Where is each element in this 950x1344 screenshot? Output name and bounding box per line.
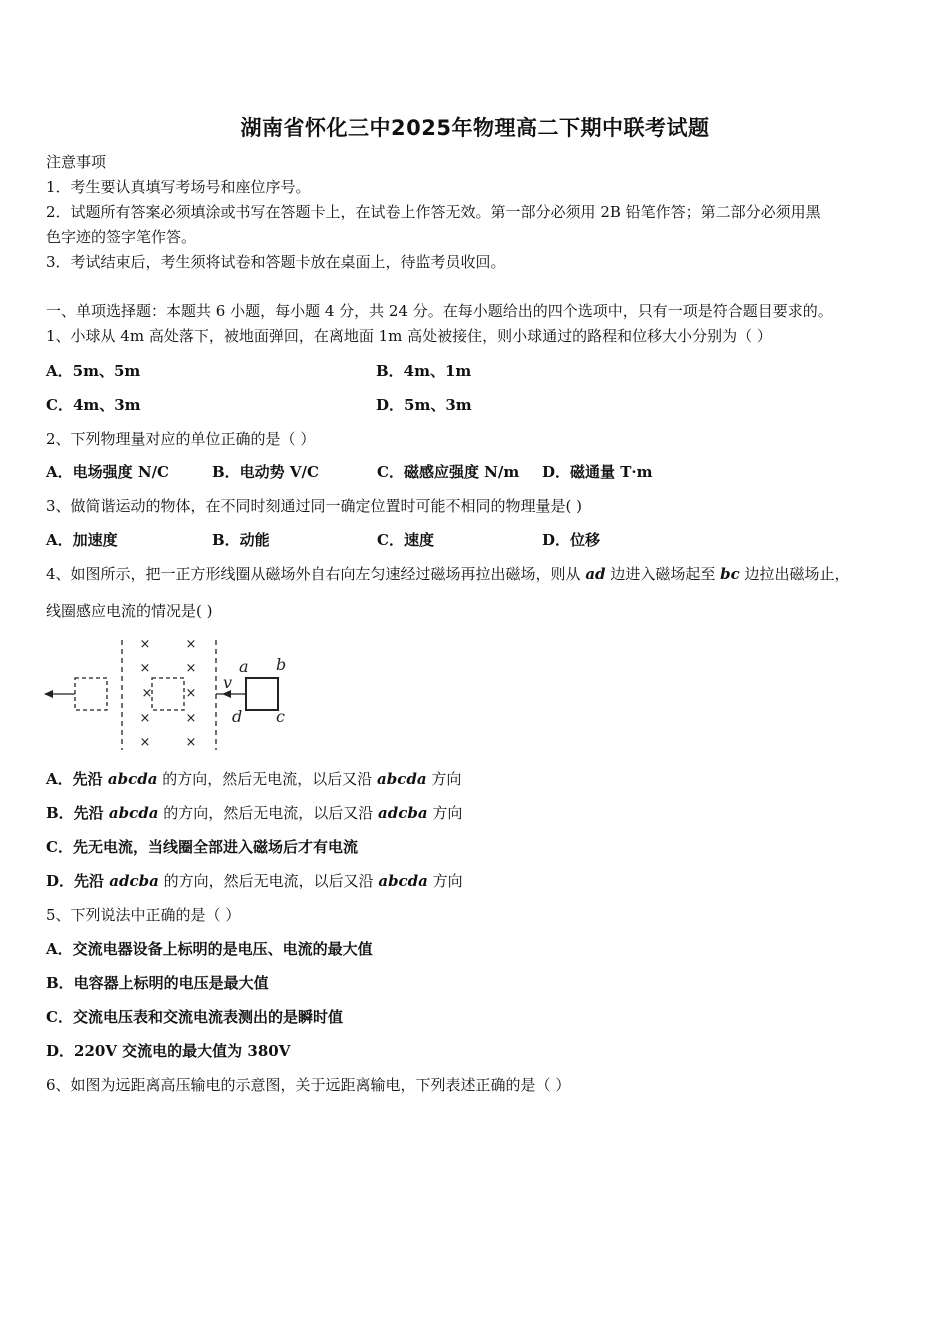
field-cross: × [141,686,153,701]
q3-option-d: D．位移 [542,531,601,549]
q1-option-b: B．4m、1m [376,362,472,380]
q4-stem: 4、如图所示，把一正方形线圈从磁场外自右向左匀速经过磁场再拉出磁场，则从 ad 边进入磁场起至 bc 边拉出磁场止， [46,565,850,583]
field-cross: × [185,735,197,750]
exit-arrowhead [44,690,53,698]
notice-item-3: 3．考试结束后，考生须将试卷和答题卡放在桌面上，待监考员收回。 [46,253,506,271]
coil-start-position [246,678,278,710]
q5-stem: 5、下列说法中正确的是（ ） [46,906,241,924]
q5-option-a: A．交流电器设备上标明的是电压、电流的最大值 [46,940,373,958]
field-cross: × [139,735,151,750]
notice-item-2: 2．试题所有答案必须填涂或书写在答题卡上，在试卷上作答无效。第一部分必须用 2B 铅笔作答；第二部分必须用黑 [46,203,821,221]
q5-option-d: D．220V 交流电的最大值为 380V [46,1042,291,1060]
q3-stem: 3、做简谐运动的物体，在不同时刻通过同一确定位置时可能不相同的物理量是( ) [46,497,583,515]
velocity-label: v [223,673,233,692]
q4-option-c: C．先无电流，当线圈全部进入磁场后才有电流 [46,838,358,856]
q1-option-a: A．5m、5m [46,362,141,380]
q1-stem: 1、小球从 4m 高处落下，被地面弹回，在离地面 1m 高处被接住，则小球通过的路程和位移大小分别为（ ） [46,327,772,345]
q4-figure [40,632,300,752]
field-cross: × [139,711,151,726]
q2-option-c: C．磁感应强度 N/m [377,463,520,481]
coil-inside-position [152,678,184,710]
field-cross: × [185,711,197,726]
coil-label-b: b [276,655,287,674]
q3-option-a: A．加速度 [46,531,118,549]
notice-item-1: 1．考生要认真填写考场号和座位序号。 [46,178,311,196]
q6-stem: 6、如图为远距离高压输电的示意图，关于远距离输电，下列表述正确的是（ ） [46,1076,571,1094]
q2-option-d: D．磁通量 T·m [542,463,653,481]
q1-option-c: C．4m、3m [46,396,141,414]
q2-stem: 2、下列物理量对应的单位正确的是（ ） [46,430,316,448]
field-cross: × [185,686,197,701]
coil-label-d: d [232,707,243,726]
q4-option-b: B．先沿 abcda 的方向，然后无电流，以后又沿 adcba 方向 [46,804,463,822]
coil-label-a: a [239,657,249,676]
field-cross: × [139,637,151,652]
q4-stem-cont: 线圈感应电流的情况是( ) [46,602,213,620]
field-cross: × [185,661,197,676]
field-cross: × [139,661,151,676]
section-heading: 一、单项选择题：本题共 6 小题，每小题 4 分，共 24 分。在每小题给出的四个选项中，只有一项是符合题目要求的。 [46,302,833,320]
q1-option-d: D．5m、3m [376,396,472,414]
q2-option-a: A．电场强度 N/C [46,463,169,481]
coil-exit-position [75,678,107,710]
q3-option-c: C．速度 [377,531,434,549]
q5-option-b: B．电容器上标明的电压是最大值 [46,974,269,992]
q2-option-b: B．电动势 V/C [212,463,319,481]
coil-label-c: c [276,707,285,726]
field-cross: × [185,637,197,652]
q4-option-a: A．先沿 abcda 的方向，然后无电流，以后又沿 abcda 方向 [46,770,462,788]
notice-heading: 注意事项 [46,153,107,171]
page-title: 湖南省怀化三中2025年物理高二下期中联考试题 [240,116,710,140]
q4-option-d: D．先沿 adcba 的方向，然后无电流，以后又沿 abcda 方向 [46,872,463,890]
notice-item-2-cont: 色字迹的签字笔作答。 [46,228,197,246]
q5-option-c: C．交流电压表和交流电流表测出的是瞬时值 [46,1008,343,1026]
q3-option-b: B．动能 [212,531,270,549]
